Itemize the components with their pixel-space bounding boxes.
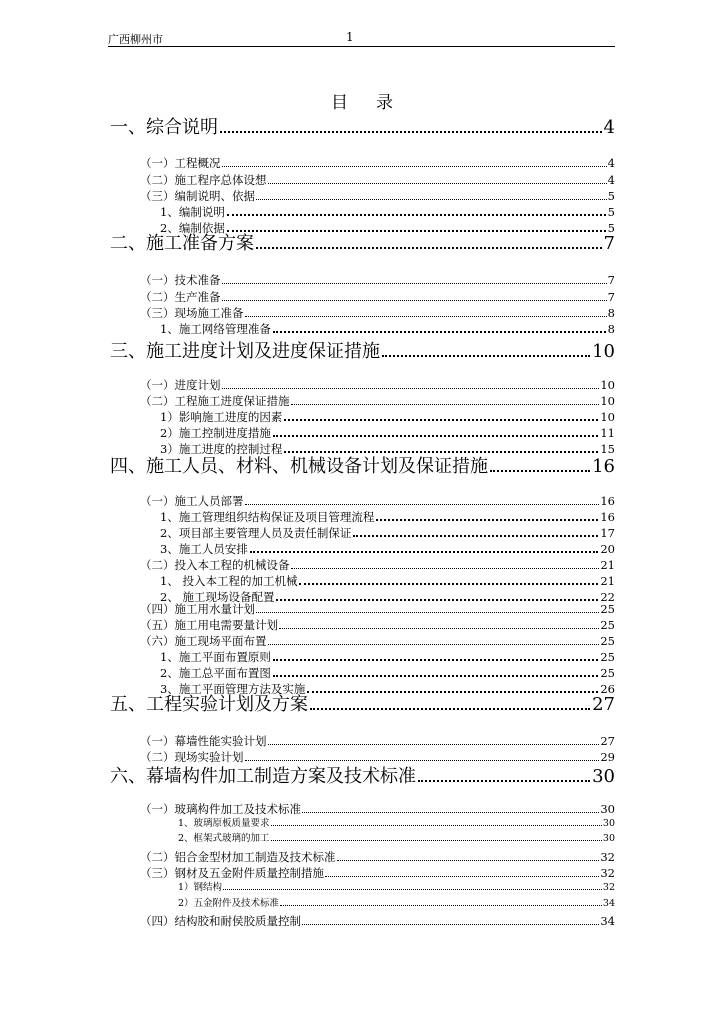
toc-entry-label: 1、玻璃原板质量要求	[178, 818, 270, 829]
toc-entry-page: 32	[602, 882, 615, 893]
toc-leader-dots	[418, 780, 590, 782]
toc-entry-page: 30	[600, 802, 615, 816]
toc-entry-page: 25	[600, 602, 615, 616]
toc-leader-dots	[268, 183, 607, 184]
toc-entry-page: 25	[600, 618, 615, 632]
toc-entry-page: 4	[607, 173, 615, 187]
toc-entry-label: （一）施工人员部署	[140, 494, 244, 508]
toc-leader-dots	[273, 675, 599, 677]
toc-entry-page: 15	[600, 442, 615, 456]
toc-leader-dots	[245, 504, 600, 505]
toc-entry-label: （五）施工用电需要量计划	[140, 618, 278, 632]
toc-entry[interactable]	[160, 665, 615, 681]
toc-entry-label: 2）五金附件及技术标准	[178, 898, 280, 909]
toc-entry-page: 22	[600, 590, 615, 604]
toc-entry[interactable]	[110, 116, 615, 140]
toc-entry-page: 5	[607, 205, 615, 219]
toc-entry[interactable]	[110, 232, 615, 256]
toc-entry-label: （二）现场实验计划	[140, 750, 244, 764]
toc-entry[interactable]	[140, 617, 615, 633]
toc-leader-dots	[222, 388, 600, 389]
toc-entry-page: 16	[600, 494, 615, 508]
toc-entry-page: 7	[603, 233, 615, 254]
toc-leader-dots	[222, 166, 607, 167]
toc-entry[interactable]	[140, 733, 615, 749]
toc-entry-label: 1）影响施工进度的因素	[160, 410, 283, 424]
toc-leader-dots	[271, 840, 602, 841]
toc-entry[interactable]	[178, 881, 615, 895]
toc-entry-label: （三）钢材及五金附件质量控制措施	[140, 866, 324, 880]
toc-entry[interactable]	[140, 601, 615, 617]
toc-entry[interactable]	[160, 425, 615, 441]
toc-entry-page: 27	[592, 694, 615, 715]
toc-leader-dots	[256, 199, 607, 200]
toc-entry-label: 六、幕墙构件加工制造方案及技术标准	[110, 766, 416, 787]
toc-entry-page: 25	[600, 666, 615, 680]
toc-entry-label: （六）施工现场平面布置	[140, 634, 267, 648]
toc-entry-page: 10	[592, 341, 615, 362]
toc-leader-dots	[245, 316, 607, 317]
toc-leader-dots	[279, 628, 599, 629]
toc-entry-label: 1、编制说明	[160, 205, 225, 219]
toc-leader-dots	[284, 419, 598, 421]
toc-leader-dots	[325, 876, 599, 877]
toc-entry-page: 4	[603, 117, 615, 138]
toc-entry-label: 2、框架式玻璃的加工	[178, 833, 270, 844]
toc-entry[interactable]	[160, 541, 615, 557]
toc-entry[interactable]	[140, 749, 615, 765]
toc-entry[interactable]	[160, 649, 615, 665]
toc-entry-label: （一）玻璃构件加工及技术标准	[140, 802, 301, 816]
toc-title: 目录	[331, 93, 421, 113]
toc-entry-page: 16	[592, 456, 615, 477]
toc-entry-page: 20	[600, 542, 615, 556]
toc-entry-page: 30	[592, 766, 615, 787]
toc-entry-page: 30	[602, 833, 615, 844]
toc-leader-dots	[353, 535, 598, 537]
toc-entry-page: 32	[600, 850, 615, 864]
toc-entry-label: （二）投入本工程的机械设备	[140, 558, 290, 572]
toc-entry-label: （一）进度计划	[140, 378, 221, 392]
toc-entry[interactable]	[140, 801, 615, 817]
toc-entry[interactable]	[160, 409, 615, 425]
toc-entry[interactable]	[160, 525, 615, 541]
toc-entry-label: 2、 施工现场设备配置	[160, 590, 275, 604]
toc-entry-label: 1、 投入本工程的加工机械	[160, 574, 298, 588]
toc-entry-page: 8	[607, 322, 615, 336]
toc-entry-label: 2、编制依据	[160, 221, 225, 235]
toc-entry-label: 五、工程实验计划及方案	[110, 694, 308, 715]
toc-entry-label: 一、综合说明	[110, 117, 218, 138]
toc-entry-page: 27	[600, 734, 615, 748]
toc-entry[interactable]	[140, 155, 615, 171]
toc-entry-label: （四）结构胶和耐侯胶质量控制	[140, 914, 301, 928]
toc-leader-dots	[222, 300, 607, 301]
toc-leader-dots	[299, 583, 598, 585]
toc-entry-label: 1、施工网络管理准备	[160, 322, 271, 336]
toc-entry[interactable]	[140, 913, 615, 929]
toc-leader-dots	[268, 744, 600, 745]
toc-leader-dots	[284, 451, 598, 453]
toc-entry-label: （三）编制说明、依据	[140, 189, 255, 203]
toc-leader-dots	[256, 247, 602, 249]
toc-entry-label: （四）施工用水量计划	[140, 602, 255, 616]
toc-entry-label: 2、项目部主要管理人员及责任制保证	[160, 526, 352, 540]
toc-entry-page: 5	[607, 189, 615, 203]
toc-leader-dots	[302, 812, 599, 813]
toc-entry[interactable]	[178, 832, 615, 846]
toc-entry-label: 2）施工控制进度措施	[160, 426, 271, 440]
toc-entry-page: 32	[600, 866, 615, 880]
toc-leader-dots	[273, 435, 599, 437]
toc-entry-page: 34	[600, 914, 615, 928]
toc-leader-dots	[223, 889, 602, 890]
header-org: 广西柳州市	[108, 33, 163, 46]
toc-leader-dots	[280, 905, 602, 906]
toc-entry-label: 3）施工进度的控制过程	[160, 442, 283, 456]
toc-leader-dots	[382, 355, 590, 357]
toc-entry-label: （一）幕墙性能实验计划	[140, 734, 267, 748]
toc-entry[interactable]	[110, 455, 615, 479]
toc-entry-page: 25	[600, 650, 615, 664]
toc-entry-label: 1、施工管理组织结构保证及项目管理流程	[160, 510, 375, 524]
toc-entry-label: 2、施工总平面布置图	[160, 666, 271, 680]
toc-entry-label: （二）生产准备	[140, 290, 221, 304]
toc-leader-dots	[250, 551, 599, 553]
toc-entry[interactable]	[160, 204, 615, 220]
toc-entry[interactable]	[178, 897, 615, 911]
toc-leader-dots	[310, 708, 590, 710]
toc-leader-dots	[291, 404, 600, 405]
toc-entry-label: 1）钢结构	[178, 882, 223, 893]
toc-leader-dots	[376, 519, 598, 521]
toc-entry[interactable]	[140, 393, 615, 409]
toc-entry[interactable]	[140, 849, 615, 865]
toc-entry[interactable]	[110, 693, 615, 717]
toc-leader-dots	[302, 924, 599, 925]
toc-entry-page: 21	[600, 558, 615, 572]
toc-entry-label: （二）铝合金型材加工制造及技术标准	[140, 850, 336, 864]
toc-entry-page: 25	[600, 634, 615, 648]
toc-leader-dots	[256, 612, 599, 613]
toc-entry[interactable]	[140, 493, 615, 509]
toc-entry[interactable]	[110, 765, 615, 789]
toc-entry-label: 四、施工人员、材料、机械设备计划及保证措施	[110, 456, 488, 477]
toc-entry-page: 7	[607, 273, 615, 287]
toc-leader-dots	[273, 659, 599, 661]
toc-entry[interactable]	[140, 305, 615, 321]
toc-leader-dots	[490, 470, 590, 472]
toc-leader-dots	[271, 825, 602, 826]
toc-entry-page: 10	[600, 394, 615, 408]
toc-entry-label: （二）工程施工进度保证措施	[140, 394, 290, 408]
toc-entry-page: 11	[600, 426, 615, 440]
toc-entry-label: （一）技术准备	[140, 273, 221, 287]
toc-entry-label: 3、施工人员安排	[160, 542, 248, 556]
toc-leader-dots	[291, 568, 600, 569]
toc-leader-dots	[337, 860, 600, 861]
toc-entry-page: 10	[600, 410, 615, 424]
toc-entry-label: 1、施工平面布置原则	[160, 650, 271, 664]
toc-entry-page: 29	[600, 750, 615, 764]
toc-entry[interactable]	[140, 289, 615, 305]
toc-entry[interactable]	[140, 172, 615, 188]
toc-entry-page: 21	[600, 574, 615, 588]
toc-entry-label: 二、施工准备方案	[110, 233, 254, 254]
toc-entry-page: 34	[602, 898, 615, 909]
toc-entry[interactable]	[160, 509, 615, 525]
toc-entry[interactable]	[140, 557, 615, 573]
toc-entry[interactable]	[140, 188, 615, 204]
toc-entry-page: 8	[607, 306, 615, 320]
toc-entry-label: 3、施工平面管理方法及实施	[160, 682, 306, 696]
toc-leader-dots	[245, 760, 600, 761]
toc-entry[interactable]	[140, 865, 615, 881]
toc-leader-dots	[268, 644, 600, 645]
toc-entry[interactable]	[140, 377, 615, 393]
toc-leader-dots	[222, 283, 607, 284]
toc-entry-page: 10	[600, 378, 615, 392]
toc-entry-label: 三、施工进度计划及进度保证措施	[110, 341, 380, 362]
toc-entry-page: 16	[600, 510, 615, 524]
header-page-number: 1	[346, 30, 354, 44]
toc-leader-dots	[220, 131, 602, 133]
toc-entry-label: （三）现场施工准备	[140, 306, 244, 320]
toc-entry-page: 30	[602, 818, 615, 829]
toc-leader-dots	[273, 331, 606, 333]
toc-entry-page: 26	[600, 682, 615, 696]
toc-entry-label: （二）施工程序总体设想	[140, 173, 267, 187]
toc-entry[interactable]	[160, 573, 615, 589]
toc-entry[interactable]	[178, 817, 615, 831]
toc-entry-page: 5	[607, 221, 615, 235]
toc-entry[interactable]	[160, 321, 615, 337]
toc-leader-dots	[227, 214, 606, 216]
toc-entry[interactable]	[140, 633, 615, 649]
toc-entry-label: （一）工程概况	[140, 156, 221, 170]
toc-entry-page: 4	[607, 156, 615, 170]
page-header	[108, 30, 615, 47]
toc-entry[interactable]	[110, 340, 615, 364]
toc-entry-page: 17	[600, 526, 615, 540]
toc-entry-page: 7	[607, 290, 615, 304]
toc-entry[interactable]	[140, 272, 615, 288]
